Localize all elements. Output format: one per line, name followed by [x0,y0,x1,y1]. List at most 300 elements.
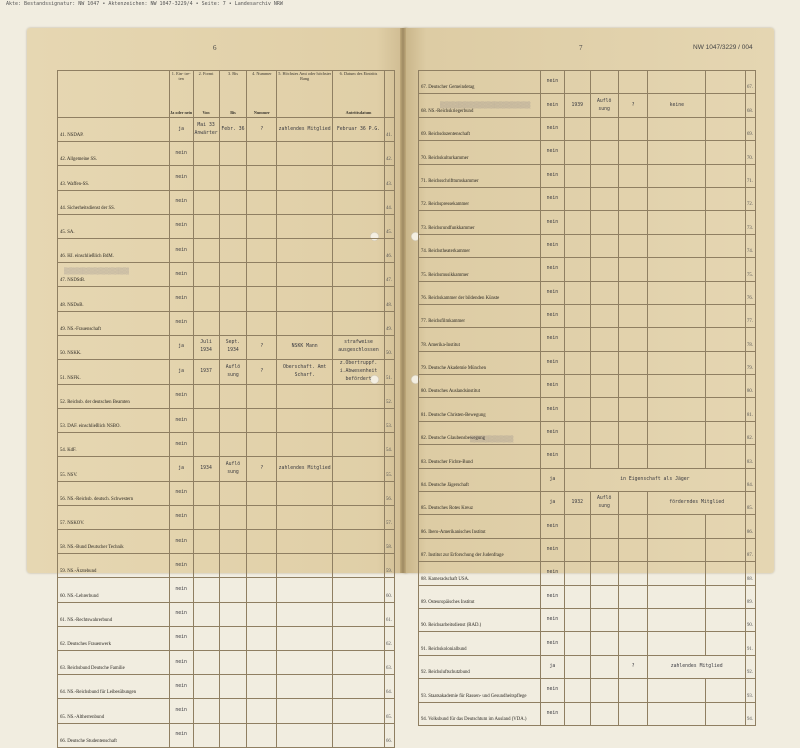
rank-cell [277,142,333,166]
date-cell [706,585,746,608]
to-cell [219,626,247,650]
rank-cell [277,530,333,554]
row-number: 64. [384,675,394,699]
to-cell [219,190,247,214]
number-cell [618,632,648,655]
table-row [58,675,395,699]
rank-cell [648,281,706,304]
table-row [58,287,395,311]
right-page-number: 7 [579,44,583,52]
header-col-3: 3. Bis Bis [219,71,247,118]
row-label: 54. KdF. [58,433,170,457]
rank-cell [277,578,333,602]
from-cell [564,655,590,678]
table-row [58,335,395,359]
archive-reference: NW 1047/3229 / 004 [693,44,753,51]
from-cell [564,71,590,94]
answer-cell: ja [540,655,564,678]
from-cell [193,263,219,287]
rank-cell [277,723,333,747]
row-label: 59. NS.-Ärztebund [58,554,170,578]
row-number: 55. [384,457,394,481]
table-row [58,384,395,408]
to-cell [219,723,247,747]
number-cell [247,723,277,747]
row-number: 92. [745,655,755,678]
answer-cell: nein [169,602,193,626]
number-cell [618,211,648,234]
answer-cell: nein [169,626,193,650]
to-cell [590,117,618,140]
table-row [58,238,395,262]
answer-cell: nein [169,409,193,433]
to-cell [219,675,247,699]
from-cell [193,723,219,747]
row-label: 61. NS.-Rechtswahrerbund [58,602,170,626]
to-cell [219,554,247,578]
from-cell: Mai 33 Anwärter [193,118,219,142]
date-cell [333,481,385,505]
number-cell [247,481,277,505]
row-label: 69. Reichsdozentenschaft [419,117,541,140]
row-number: 42. [384,142,394,166]
row-number: 52. [384,384,394,408]
row-number: 87. [745,538,755,561]
from-cell [193,409,219,433]
date-cell [333,384,385,408]
from-cell: 1932 [564,492,590,515]
to-cell [590,258,618,281]
row-label: 41. NSDAP. [58,118,170,142]
row-label: 46. HJ. einschließlich BdM. [58,238,170,262]
from-cell [193,530,219,554]
date-cell [706,375,746,398]
answer-cell: ja [540,468,564,491]
row-number: 72. [745,187,755,210]
ghost-stamp: ▒▒▒▒▒▒▒▒▒▒▒▒▒▒▒▒▒▒ [64,268,130,275]
to-cell: Auflö sung [590,492,618,515]
rank-cell [648,187,706,210]
number-cell [618,515,648,538]
table-row [419,141,756,164]
date-cell [333,578,385,602]
row-label: 79. Deutsche Akademie München [419,351,541,374]
table-row [419,492,756,515]
row-label: 75. Reichsmusikkammer [419,258,541,281]
row-label: 48. NSDoB. [58,287,170,311]
answer-cell: nein [540,141,564,164]
number-cell [618,679,648,702]
date-cell [706,234,746,257]
rank-cell [277,166,333,190]
to-cell [590,304,618,327]
number-cell [247,505,277,529]
table-row [419,375,756,398]
from-cell [564,679,590,702]
answer-cell: nein [540,351,564,374]
answer-cell: nein [169,238,193,262]
to-cell [590,702,618,725]
table-row [419,679,756,702]
row-number: 67. [745,71,755,94]
from-cell [564,562,590,585]
row-number: 48. [384,287,394,311]
row-label: 78. Amerika-Institut [419,328,541,351]
row-number: 44. [384,190,394,214]
date-cell [706,421,746,444]
note-cell: zahlendes Mitglied [648,655,746,678]
table-row [419,562,756,585]
rank-cell [648,375,706,398]
number-cell [618,492,648,515]
row-number: 50. [384,335,394,359]
row-number: 43. [384,166,394,190]
date-cell: z.Obertruppf. i.Abwesenheit befördert [333,359,385,384]
to-cell [590,655,618,678]
row-label: 58. NS.-Bund Deutscher Technik [58,530,170,554]
row-label: 53. DAF. einschließlich NSBO. [58,409,170,433]
answer-cell: nein [540,608,564,631]
date-cell [333,554,385,578]
to-cell [219,214,247,238]
answer-cell: nein [540,398,564,421]
rank-cell [277,433,333,457]
answer-cell: nein [169,166,193,190]
rank-cell [648,304,706,327]
to-cell: Sept. 1934 [219,335,247,359]
date-cell [333,142,385,166]
rank-cell [648,562,706,585]
from-cell [564,538,590,561]
number-cell [618,585,648,608]
from-cell: 1939 [564,94,590,117]
rank-cell [277,384,333,408]
answer-cell: nein [540,375,564,398]
row-number: 60. [384,578,394,602]
answer-cell: nein [169,530,193,554]
answer-cell: nein [169,384,193,408]
date-cell: strafweise ausgeschlossen [333,335,385,359]
from-cell [564,375,590,398]
answer-cell: nein [169,433,193,457]
row-number: 94. [745,702,755,725]
from-cell [193,602,219,626]
date-cell [706,258,746,281]
number-cell [618,258,648,281]
rank-cell [648,445,706,468]
number-cell [618,351,648,374]
date-cell [706,328,746,351]
row-label: 49. NS.-Frauenschaft [58,311,170,335]
row-number: 65. [384,699,394,723]
left-questionnaire-table [57,70,395,748]
header-label-col [58,71,170,118]
from-cell [564,398,590,421]
to-cell [590,679,618,702]
table-row [419,281,756,304]
answer-cell: nein [540,562,564,585]
answer-cell: ja [169,457,193,481]
rank-cell [277,554,333,578]
row-label: 68. NS.-Reichskriegerbund [419,94,541,117]
table-row [419,71,756,94]
number-cell [618,562,648,585]
rank-cell [648,515,706,538]
number-cell [618,281,648,304]
row-number: 69. [745,117,755,140]
rank-cell [648,421,706,444]
row-number: 84. [745,468,755,491]
answer-cell: nein [540,71,564,94]
row-label: 94. Volksbund für das Deutschtum im Ausland (VDA.) [419,702,541,725]
to-cell [590,164,618,187]
number-cell [618,398,648,421]
from-cell [564,421,590,444]
row-number: 90. [745,608,755,631]
from-cell [564,258,590,281]
number-cell [247,166,277,190]
rank-cell [648,679,706,702]
from-cell [564,187,590,210]
from-cell [193,578,219,602]
row-number: 68. [745,94,755,117]
date-cell [333,699,385,723]
rank-cell [648,211,706,234]
answer-cell: nein [169,699,193,723]
number-cell: ? [247,118,277,142]
answer-cell: nein [540,94,564,117]
table-row [58,505,395,529]
row-label: 55. NSV. [58,457,170,481]
date-cell [706,281,746,304]
number-cell [247,190,277,214]
row-label: 77. Reichsfilmkammer [419,304,541,327]
rank-cell [277,675,333,699]
to-cell [590,632,618,655]
row-number: 73. [745,211,755,234]
answer-cell: ja [169,118,193,142]
date-cell [706,445,746,468]
row-label: 76. Reichskammer der bildenden Künste [419,281,541,304]
from-cell [564,702,590,725]
to-cell [590,351,618,374]
date-cell [706,351,746,374]
to-cell [590,71,618,94]
row-number: 41. [384,118,394,142]
rank-cell [277,602,333,626]
number-cell: ? [618,655,648,678]
from-cell [564,608,590,631]
number-cell [618,304,648,327]
date-cell [333,723,385,747]
answer-cell: nein [169,311,193,335]
answer-cell: nein [540,515,564,538]
to-cell [219,287,247,311]
date-cell [706,187,746,210]
row-number: 80. [745,375,755,398]
to-cell: Febr. 36 [219,118,247,142]
row-number: 56. [384,481,394,505]
ghost-stamp: ▒▒▒▒▒▒▒▒▒▒▒▒ [470,436,514,443]
rank-cell [277,626,333,650]
to-cell: Auflö sung [219,457,247,481]
table-row [419,515,756,538]
row-number: 63. [384,650,394,674]
to-cell [219,699,247,723]
from-cell [564,117,590,140]
row-label: 52. Reichsb. der deutschen Beamten [58,384,170,408]
rank-cell [648,702,706,725]
note-cell: in Eigenschaft als Jäger [564,468,745,491]
number-cell [618,375,648,398]
from-cell [193,554,219,578]
table-row [58,554,395,578]
number-cell [618,71,648,94]
table-row [419,655,756,678]
row-number: 62. [384,626,394,650]
number-cell [618,141,648,164]
answer-cell: nein [540,281,564,304]
answer-cell: nein [540,632,564,655]
table-row [419,117,756,140]
book-gutter [400,28,406,573]
from-cell [564,585,590,608]
date-cell [333,675,385,699]
row-label: 51. NSFK. [58,359,170,384]
from-cell [564,141,590,164]
from-cell [193,214,219,238]
table-row [419,585,756,608]
row-number: 70. [745,141,755,164]
date-cell [706,608,746,631]
row-label: 43. Waffen-SS. [58,166,170,190]
row-number: 57. [384,505,394,529]
row-label: 67. Deutscher Gemeindetag [419,71,541,94]
row-number: 91. [745,632,755,655]
table-row [419,468,756,491]
answer-cell: nein [169,675,193,699]
row-label: 91. Reichskolonialbund [419,632,541,655]
row-label: 82. Deutsche Glaubensbewegung [419,421,541,444]
answer-cell: nein [540,702,564,725]
date-cell [706,702,746,725]
from-cell: 1937 [193,359,219,384]
date-cell [333,166,385,190]
to-cell [590,421,618,444]
table-row [419,538,756,561]
to-cell [590,562,618,585]
row-label: 93. Staatsakademie für Rassen- und Gesundheitspflege [419,679,541,702]
rank-cell [277,190,333,214]
row-number: 82. [745,421,755,444]
table-row [58,190,395,214]
from-cell: 1934 [193,457,219,481]
to-cell [590,538,618,561]
date-cell [706,515,746,538]
rank-cell [277,238,333,262]
row-number: 83. [745,445,755,468]
number-cell [247,650,277,674]
number-cell [247,238,277,262]
rank-cell [277,311,333,335]
rank-cell [277,263,333,287]
date-cell [706,94,746,117]
table-row [419,608,756,631]
rank-cell [648,234,706,257]
from-cell [193,675,219,699]
answer-cell: nein [169,650,193,674]
date-cell [333,311,385,335]
answer-cell: nein [169,214,193,238]
row-label: 65. NS.-Altherrenbund [58,699,170,723]
to-cell [219,602,247,626]
answer-cell: nein [540,211,564,234]
answer-cell: nein [169,287,193,311]
row-number: 66. [384,723,394,747]
answer-cell: nein [169,578,193,602]
row-label: 73. Reichsrundfunkkammer [419,211,541,234]
answer-cell: nein [169,723,193,747]
rank-cell: keine [648,94,706,117]
table-row [419,351,756,374]
rank-cell [277,214,333,238]
date-cell [333,457,385,481]
from-cell: Juli 1934 [193,335,219,359]
row-label: 44. Sicherheitsdienst der SS. [58,190,170,214]
from-cell [564,304,590,327]
to-cell [219,433,247,457]
date-cell [333,433,385,457]
to-cell [219,263,247,287]
rank-cell [277,650,333,674]
row-label: 86. Ibero-Amerikanisches Institut [419,515,541,538]
to-cell [219,142,247,166]
to-cell [590,445,618,468]
date-cell [333,238,385,262]
date-cell [706,211,746,234]
from-cell [564,234,590,257]
row-label: 66. Deutsche Studentenschaft [58,723,170,747]
row-number: 61. [384,602,394,626]
scan-info-bar: Akte: Bestandssignatur: NW 1047 • Aktenzeichen: NW 1047-3229/4 • Seite: 7 • Landesarchiv NRW [6,1,283,7]
rank-cell [648,71,706,94]
table-row [58,311,395,335]
from-cell [193,650,219,674]
rank-cell [648,632,706,655]
to-cell [219,505,247,529]
number-cell [618,608,648,631]
number-cell [247,602,277,626]
row-label: 42. Allgemeine SS. [58,142,170,166]
row-number: 89. [745,585,755,608]
date-cell [706,117,746,140]
row-number: 51. [384,359,394,384]
to-cell [219,409,247,433]
to-cell [590,515,618,538]
row-number: 78. [745,328,755,351]
date-cell [706,71,746,94]
table-row [58,409,395,433]
number-cell [247,409,277,433]
number-cell [618,234,648,257]
row-number: 53. [384,409,394,433]
number-cell: ? [618,94,648,117]
rank-cell: zahlendes Mitglied [277,457,333,481]
to-cell [219,384,247,408]
date-cell [333,214,385,238]
date-cell [333,530,385,554]
rank-cell [648,164,706,187]
